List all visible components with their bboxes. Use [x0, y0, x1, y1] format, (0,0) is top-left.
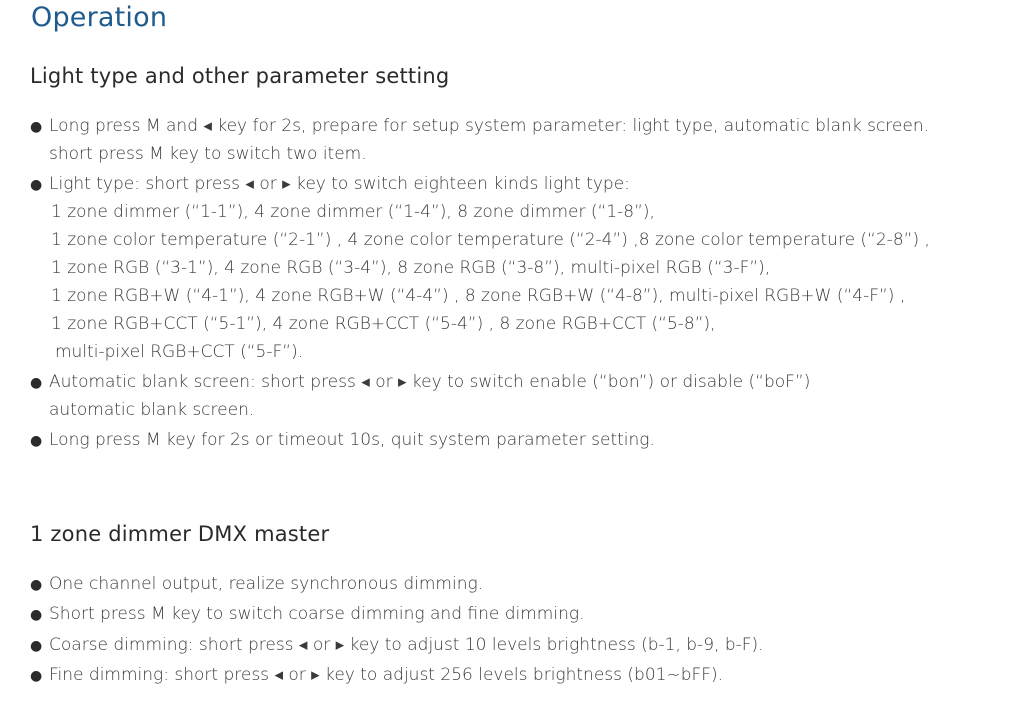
bullet-icon: ●: [30, 668, 43, 684]
list-item-text-continued: automatic blank screen.: [49, 400, 255, 420]
list-item-text-continued: short press M key to switch two item.: [49, 144, 367, 164]
list-item-text: Automatic blank screen: short press ◂ or ▸ key to switch enable (“bon”) or disable (“boF”): [49, 372, 811, 392]
list-item-text-continued: 1 zone color temperature (“2-1”) , 4 zone color temperature (“2-4”) ,8 zone color temperature (“2-8”) ,: [51, 230, 930, 250]
list-item-text: One channel output, realize synchronous dimming.: [49, 574, 484, 594]
bullet-icon: ●: [30, 119, 43, 135]
bullet-icon: ●: [30, 177, 43, 193]
list-item-text: Long press M and ◂ key for 2s, prepare for setup system parameter: light type, automatic blank screen.: [49, 116, 929, 136]
list-item-text-continued: 1 zone RGB+CCT (“5-1”), 4 zone RGB+CCT (“5-4”) , 8 zone RGB+CCT (“5-8”),: [51, 314, 716, 334]
bullet-icon: ●: [30, 607, 43, 623]
section-heading-light-type: Light type and other parameter setting: [30, 64, 450, 88]
list-item-text-continued: multi-pixel RGB+CCT (“5-F”).: [55, 342, 304, 362]
list-item-text: Light type: short press ◂ or ▸ key to switch eighteen kinds light type:: [49, 174, 630, 194]
list-item-text-continued: 1 zone dimmer (“1-1”), 4 zone dimmer (“1-4”), 8 zone dimmer (“1-8”),: [51, 202, 655, 222]
list-item-text: Short press M key to switch coarse dimming and fine dimming.: [49, 604, 585, 624]
bullet-icon: ●: [30, 375, 43, 391]
bullet-icon: ●: [30, 577, 43, 593]
list-item-text-continued: 1 zone RGB+W (“4-1”), 4 zone RGB+W (“4-4”) , 8 zone RGB+W (“4-8”), multi-pixel RGB+W (“4-F”) ,: [51, 286, 906, 306]
page-title: Operation: [31, 2, 168, 33]
list-item-text: Fine dimming: short press ◂ or ▸ key to adjust 256 levels brightness (b01~bFF).: [49, 665, 724, 685]
bullet-icon: ●: [30, 433, 43, 449]
list-item-text-continued: 1 zone RGB (“3-1”), 4 zone RGB (“3-4”), 8 zone RGB (“3-8”), multi-pixel RGB (“3-F”),: [51, 258, 771, 278]
list-item-text: Coarse dimming: short press ◂ or ▸ key to adjust 10 levels brightness (b-1, b-9, b-F).: [49, 635, 764, 655]
section-heading-dmx-master: 1 zone dimmer DMX master: [30, 522, 330, 546]
list-item-text: Long press M key for 2s or timeout 10s, quit system parameter setting.: [49, 430, 655, 450]
bullet-icon: ●: [30, 638, 43, 654]
